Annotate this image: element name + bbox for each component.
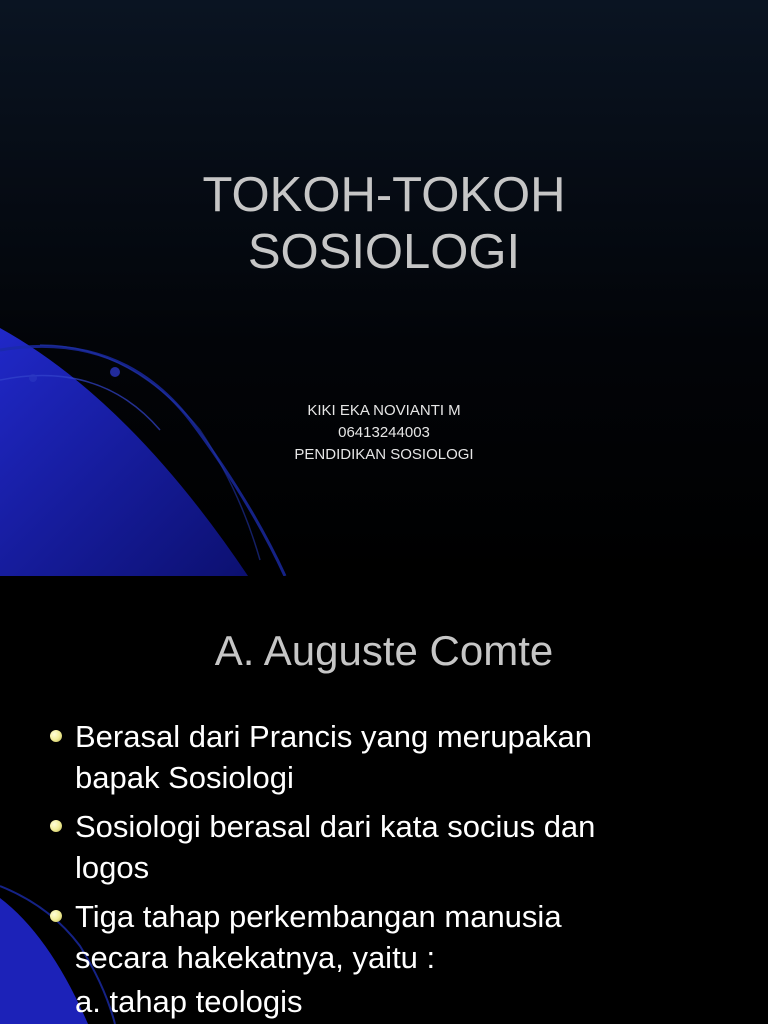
bullet-line-2: secara hakekatnya, yaitu : bbox=[75, 940, 436, 975]
title-line-2: SOSIOLOGI bbox=[247, 225, 521, 279]
bullet-item bbox=[46, 896, 746, 978]
program-name: PENDIDIKAN SOSIOLOGI bbox=[294, 446, 474, 463]
bullet-dot-icon bbox=[50, 730, 62, 742]
bullet-item bbox=[46, 806, 746, 888]
bullet-list bbox=[46, 716, 746, 986]
bullet-line-1: Berasal dari Prancis yang merupakan bbox=[75, 719, 592, 754]
bullet-dot-icon bbox=[50, 910, 62, 922]
sub-item: a. tahap teologis bbox=[75, 984, 303, 1019]
bullet-dot-icon bbox=[50, 820, 62, 832]
slide-title bbox=[0, 167, 768, 281]
bullet-item bbox=[46, 716, 746, 798]
section-title: A. Auguste Comte bbox=[214, 627, 554, 674]
bullet-line-1: Tiga tahap perkembangan manusia bbox=[75, 899, 562, 934]
bullet-line-2: bapak Sosiologi bbox=[75, 760, 294, 795]
bullet-line-1: Sosiologi berasal dari kata socius dan bbox=[75, 809, 596, 844]
author-name: KIKI EKA NOVIANTI M bbox=[307, 402, 461, 419]
content-slide bbox=[0, 576, 768, 1024]
title-line-1: TOKOH-TOKOH bbox=[202, 168, 566, 222]
bullet-line-2: logos bbox=[75, 850, 150, 885]
student-id: 06413244003 bbox=[338, 424, 430, 441]
author-info bbox=[0, 400, 768, 466]
